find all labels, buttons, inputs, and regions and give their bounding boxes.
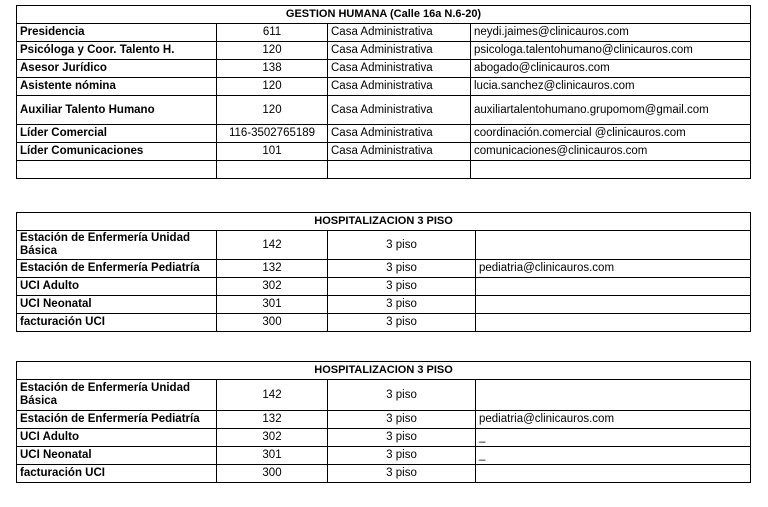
area-name: Asistente nómina [17,78,217,96]
email: _ [476,447,751,465]
hospitalizacion-table-1 [16,212,751,332]
floor: 3 piso [328,465,476,483]
table-row [17,231,751,260]
empty-row [17,161,751,179]
empty-cell [471,161,751,179]
extension: 116-3502765189 [217,125,328,143]
email: _ [476,429,751,447]
area-name: Psicóloga y Coor. Talento H. [17,42,217,60]
table-row [17,78,751,96]
table-title: HOSPITALIZACION 3 PISO [17,362,751,380]
extension: 302 [217,429,328,447]
gestion-humana-table [16,5,751,179]
table-row [17,278,751,296]
table-row [17,314,751,332]
floor: 3 piso [328,260,476,278]
table-row [17,42,751,60]
extension: 300 [217,465,328,483]
floor: 3 piso [328,231,476,260]
email [476,296,751,314]
table-row [17,411,751,429]
table-row [17,429,751,447]
extension: 138 [217,60,328,78]
table-row [17,143,751,161]
table-row [17,96,751,125]
location: Casa Administrativa [328,96,471,125]
email[interactable]: psicologa.talentohumano@clinicauros.com [471,42,751,60]
extension: 120 [217,42,328,60]
table-row [17,465,751,483]
area-name: Estación de Enfermería Unidad Básica [17,380,217,411]
table-row [17,125,751,143]
table-row [17,60,751,78]
email[interactable]: comunicaciones@clinicauros.com [471,143,751,161]
extension: 142 [217,380,328,411]
area-name: Asesor Jurídico [17,60,217,78]
table-row [17,24,751,42]
floor: 3 piso [328,296,476,314]
table-row [17,380,751,411]
area-name: Auxiliar Talento Humano [17,96,217,125]
email[interactable]: pediatria@clinicauros.com [476,411,751,429]
location: Casa Administrativa [328,78,471,96]
extension: 142 [217,231,328,260]
table-row [17,260,751,278]
floor: 3 piso [328,314,476,332]
area-name: Estación de Enfermería Unidad Básica [17,231,217,260]
empty-cell [328,161,471,179]
email [476,465,751,483]
area-name: Estación de Enfermería Pediatría [17,411,217,429]
extension: 132 [217,260,328,278]
extension: 300 [217,314,328,332]
area-name: UCI Neonatal [17,447,217,465]
area-name: facturación UCI [17,314,217,332]
area-name: UCI Neonatal [17,296,217,314]
email [476,380,751,411]
location: Casa Administrativa [328,60,471,78]
extension: 611 [217,24,328,42]
floor: 3 piso [328,411,476,429]
extension: 120 [217,96,328,125]
location: Casa Administrativa [328,143,471,161]
floor: 3 piso [328,447,476,465]
location: Casa Administrativa [328,125,471,143]
table-row [17,296,751,314]
location: Casa Administrativa [328,42,471,60]
email[interactable]: auxiliartalentohumano.grupomom@gmail.com [471,96,751,125]
table-row [17,447,751,465]
extension: 120 [217,78,328,96]
area-name: facturación UCI [17,465,217,483]
floor: 3 piso [328,278,476,296]
area-name: Estación de Enfermería Pediatría [17,260,217,278]
area-name: Líder Comunicaciones [17,143,217,161]
email[interactable]: coordinación.comercial @clinicauros.com [471,125,751,143]
email[interactable]: lucia.sanchez@clinicauros.com [471,78,751,96]
email [476,231,751,260]
extension: 101 [217,143,328,161]
area-name: UCI Adulto [17,429,217,447]
extension: 301 [217,447,328,465]
hospitalizacion-table-2 [16,361,751,483]
extension: 302 [217,278,328,296]
table-title: GESTION HUMANA (Calle 16a N.6-20) [17,6,751,24]
empty-cell [17,161,217,179]
area-name: Presidencia [17,24,217,42]
email [476,314,751,332]
email[interactable]: neydi.jaimes@clinicauros.com [471,24,751,42]
floor: 3 piso [328,380,476,411]
location: Casa Administrativa [328,24,471,42]
floor: 3 piso [328,429,476,447]
email[interactable]: abogado@clinicauros.com [471,60,751,78]
empty-cell [217,161,328,179]
extension: 132 [217,411,328,429]
email[interactable]: pediatria@clinicauros.com [476,260,751,278]
area-name: UCI Adulto [17,278,217,296]
table-title: HOSPITALIZACION 3 PISO [17,213,751,231]
email [476,278,751,296]
area-name: Líder Comercial [17,125,217,143]
extension: 301 [217,296,328,314]
